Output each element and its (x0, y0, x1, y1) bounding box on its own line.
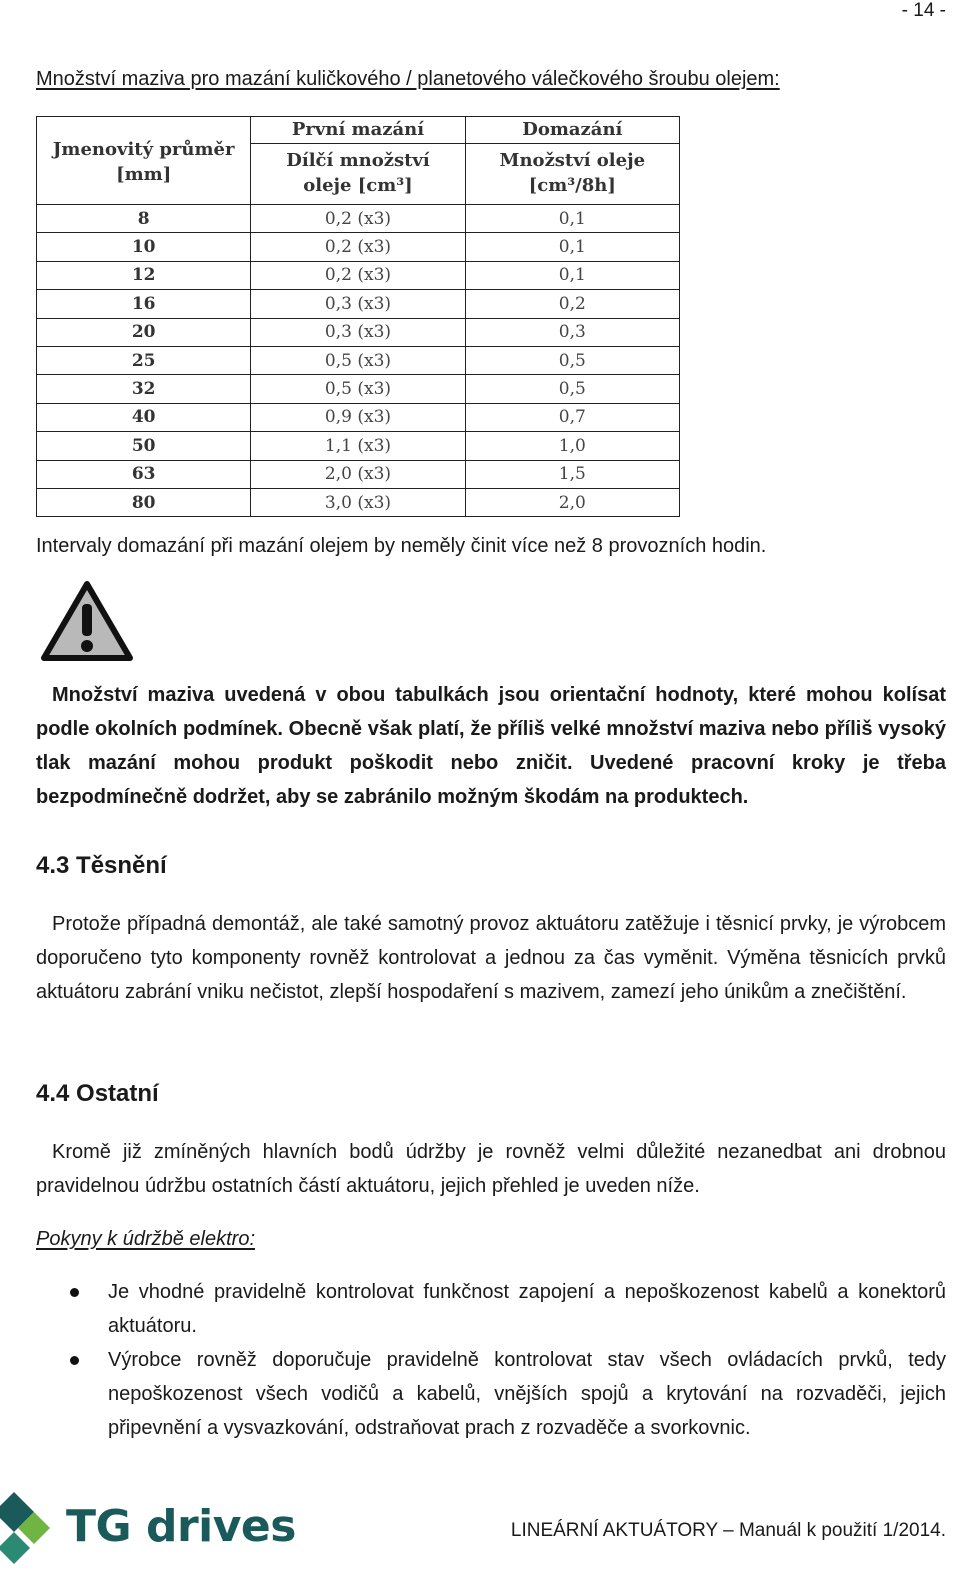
footer-text: LINEÁRNÍ AKTUÁTORY – Manuál k použití 1/2014. (510, 1520, 946, 1541)
header-first-sub-line2: oleje [cm³] (303, 175, 413, 196)
cell-diameter: 12 (37, 261, 251, 289)
list-item-text: Je vhodné pravidelně kontrolovat funkčnost zapojení a nepoškozenost kabelů a konektorů aktuátoru. (108, 1281, 946, 1337)
page-number: - 14 - (901, 0, 946, 21)
header-relubrication: Domazání (465, 117, 679, 144)
cell-first: 0,5 (x3) (251, 375, 465, 403)
cell-diameter: 63 (37, 460, 251, 488)
header-re-sub (465, 144, 679, 205)
cell-diameter: 40 (37, 403, 251, 431)
cell-first: 0,5 (x3) (251, 346, 465, 374)
cell-diameter: 32 (37, 375, 251, 403)
section-text-seals: Protože případná demontáž, ale také samotný provoz aktuátoru zatěžuje i těsnicí prvky, je výrobcem doporučeno tyto komponenty rovněž kontrolovat a jednou za čas vyměnit. Výměna těsnicích prvků aktuátoru zabrání vniku nečistot, zlepší hospodaření s mazivem, zamezí jeho únikům a znečištění. (36, 913, 946, 1003)
table-row (37, 346, 680, 374)
header-diameter (37, 117, 251, 205)
cell-re: 0,7 (465, 403, 679, 431)
header-diameter-unit: [mm] (116, 164, 172, 185)
header-first-sub-line1: Dílčí množství (286, 150, 430, 171)
cell-first: 0,3 (x3) (251, 290, 465, 318)
header-diameter-label: Jmenovitý průměr (52, 139, 235, 160)
cell-re: 0,5 (465, 375, 679, 403)
table-row (37, 403, 680, 431)
table-row (37, 460, 680, 488)
table-row (37, 261, 680, 289)
lubrication-table (36, 116, 680, 517)
cell-re: 0,1 (465, 261, 679, 289)
electrical-maintenance-subheading: Pokyny k údržbě elektro: (36, 1228, 255, 1250)
bullet-icon (70, 1356, 79, 1365)
cell-first: 3,0 (x3) (251, 488, 465, 516)
maintenance-list (36, 1275, 946, 1445)
cell-re: 1,5 (465, 460, 679, 488)
table-row (37, 488, 680, 516)
cell-diameter: 20 (37, 318, 251, 346)
cell-first: 0,2 (x3) (251, 233, 465, 261)
list-item-text: Výrobce rovněž doporučuje pravidelně kontrolovat stav všech ovládacích prvků, tedy nepoškozenost všech vodičů a kabelů, vnějších spojů a krytování na rozvaděči, jejich připevnění a vysvazkování, odstraňovat prach z rozvaděče a svorkovnic. (108, 1349, 946, 1439)
table-row (37, 290, 680, 318)
cell-first: 0,2 (x3) (251, 261, 465, 289)
cell-re: 2,0 (465, 488, 679, 516)
cell-first: 0,9 (x3) (251, 403, 465, 431)
warning-triangle-icon (40, 580, 134, 662)
cell-first: 2,0 (x3) (251, 460, 465, 488)
section-title-other: 4.4 Ostatní (36, 1080, 159, 1107)
cell-re: 0,1 (465, 233, 679, 261)
cell-diameter: 25 (37, 346, 251, 374)
table-row (37, 318, 680, 346)
cell-first: 0,2 (x3) (251, 205, 465, 233)
cell-diameter: 50 (37, 432, 251, 460)
section-title-seals: 4.3 Těsnění (36, 852, 167, 879)
cell-re: 0,3 (465, 318, 679, 346)
cell-re: 1,0 (465, 432, 679, 460)
cell-re: 0,1 (465, 205, 679, 233)
cell-re: 0,2 (465, 290, 679, 318)
header-re-sub-line1: Množství oleje (499, 150, 646, 171)
lubrication-heading: Množství maziva pro mazání kuličkového / planetového válečkového šroubu olejem: (36, 68, 780, 90)
cell-diameter: 8 (37, 205, 251, 233)
table-row (37, 375, 680, 403)
table-row (37, 432, 680, 460)
header-re-sub-line2: [cm³/8h] (528, 175, 616, 196)
header-first-sub (251, 144, 465, 205)
list-item (36, 1275, 946, 1343)
cell-first: 0,3 (x3) (251, 318, 465, 346)
header-first-lubrication: První mazání (251, 117, 465, 144)
cell-first: 1,1 (x3) (251, 432, 465, 460)
table-row (37, 205, 680, 233)
list-item (36, 1343, 946, 1445)
intervals-text: Intervaly domazání při mazání olejem by neměly činit více než 8 provozních hodin. (36, 535, 767, 557)
logo-text: TG drives (66, 1501, 296, 1552)
cell-diameter: 16 (37, 290, 251, 318)
section-text-other: Kromě již zmíněných hlavních bodů údržby je rovněž velmi důležité nezanedbat ani drobnou pravidelnou údržbu ostatních částí aktuátoru, jejich přehled je uveden níže. (36, 1141, 946, 1197)
cell-re: 0,5 (465, 346, 679, 374)
cell-diameter: 80 (37, 488, 251, 516)
bullet-icon (70, 1288, 79, 1297)
warning-text: Množství maziva uvedená v obou tabulkách jsou orientační hodnoty, které mohou kolísat podle okolních podmínek. Obecně však platí, že příliš velké množství maziva nebo příliš vysoký tlak mazání mohou produkt poškodit nebo zničit. Uvedené pracovní kroky je třeba bezpodmínečně dodržet, aby se zabránilo možným škodám na produktech. (36, 684, 946, 808)
cell-diameter: 10 (37, 233, 251, 261)
table-row (37, 233, 680, 261)
